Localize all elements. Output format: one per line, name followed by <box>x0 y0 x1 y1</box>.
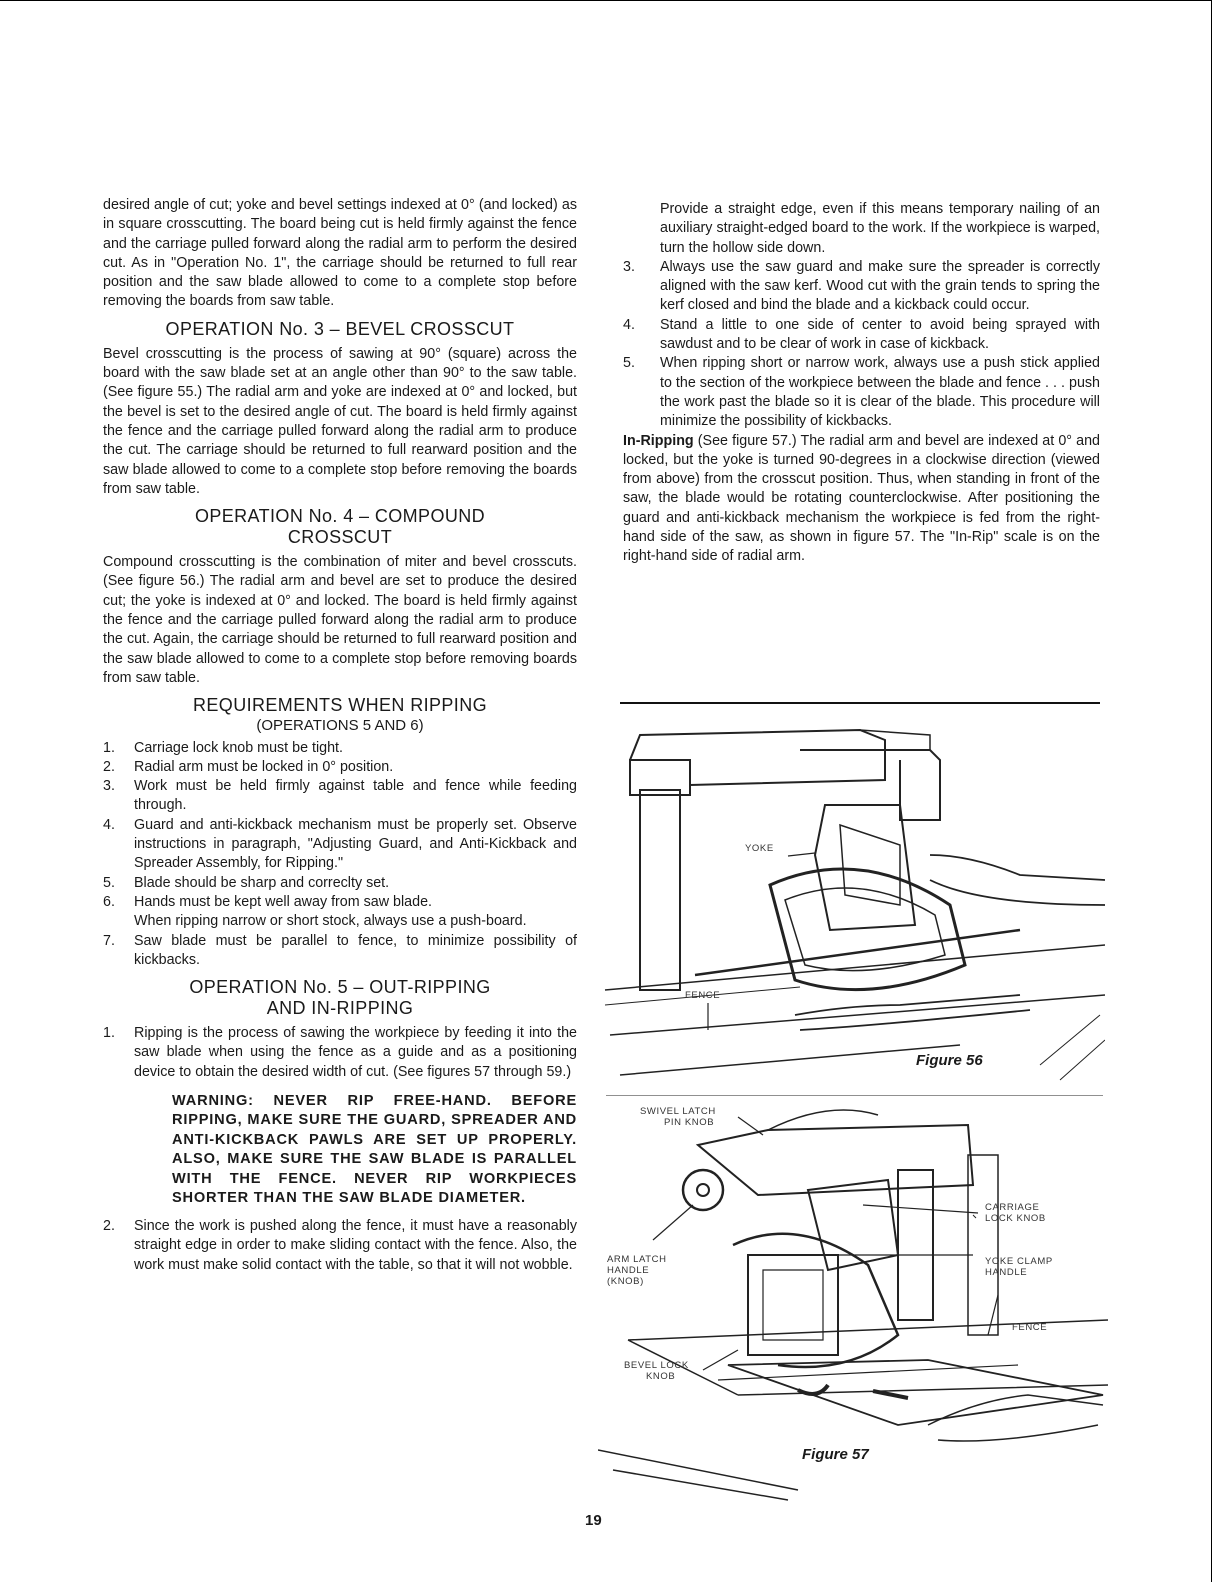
figure-57-label-yoke-clamp: YOKE CLAMP HANDLE <box>985 1256 1053 1278</box>
op5-heading: OPERATION No. 5 – OUT-RIPPING AND IN-RIPPING <box>189 977 491 1019</box>
figure-57-label-carriage-lock: CARRIAGE LOCK KNOB <box>985 1202 1046 1224</box>
op4-heading-line2: CROSSCUT <box>287 527 393 548</box>
figure-56-label-yoke: YOKE <box>745 843 774 854</box>
op5-list-continued <box>103 1217 577 1275</box>
list-item: 3. Work must be held firmly against table and fence while feeding through. <box>103 778 577 814</box>
right-column <box>623 200 1100 567</box>
op4-heading <box>103 506 577 548</box>
intro-paragraph: desired angle of cut; yoke and bevel settings indexed at 0° (and locked) as in square crosscutting. The board being cut is held firmly against the fence and the carriage pulled forward along the radial arm to perform the desired cut. As in "Operation No. 1", the carriage should be returned to full rear position and the saw blade allowed to come to a complete stop before removing the boards from saw table. <box>103 197 577 310</box>
list-item: 7. Saw blade must be parallel to fence, to minimize possibility of kickbacks. <box>103 932 577 968</box>
in-ripping-paragraph: In-Ripping (See figure 57.) The radial arm and bevel are indexed at 0° and locked, but the yoke is turned 90-degrees in a clockwise direction (viewed from above) from the crosscut position. Thus, when standing in front of the saw, the blade would be rotating counterclockwise. After positioning the guard and anti-kickback mechanism the workpiece is fed from the right-hand side of the saw, as shown in figure 57. The "In-Rip" scale is on the right-hand side of radial arm. <box>623 432 1100 565</box>
requirements-heading: REQUIREMENTS WHEN RIPPING <box>192 695 488 716</box>
figure-56-caption: Figure 56 <box>916 1052 983 1069</box>
op5-list <box>103 1024 577 1082</box>
op3-paragraph: Bevel crosscutting is the process of sawing at 90° (square) across the board with the saw blade set at an angle other than 90° to the saw table. (See figure 55.) The radial arm and yoke are indexed at 0° and locked, but the bevel is set to the desired angle of cut. The board is held firmly against the fence and the carriage pulled forward along the radial arm to produce the cut. The carriage should be returned to full rearward position and the saw blade allowed to come to a complete stop before removing the boards from saw table. <box>103 345 577 497</box>
figure-57-caption: Figure 57 <box>802 1446 869 1463</box>
list-item: 3. Always use the saw guard and make sure the spreader is correctly aligned with the saw kerf. Wood cut with the grain tends to spring the kerf closed and bind the blade and a kickback could occur. <box>623 258 1100 314</box>
op4-heading-line1: OPERATION No. 4 – COMPOUND <box>194 506 486 527</box>
list-item: 4. Guard and anti-kickback mechanism must be properly set. Observe instructions in paragraph, "Adjusting Guard, and Anti-Kickback and Spreader Assembly, for Ripping." <box>103 816 577 872</box>
ripping-list <box>623 258 1100 432</box>
figure-divider <box>620 702 1100 704</box>
figure-57-label-bevel-lock: BEVEL LOCK KNOB <box>624 1360 689 1382</box>
list-item: 1. Ripping is the process of sawing the workpiece by feeding it into the saw blade when using the fence as a guide and as a positioning device to obtain the desired width of cut. (See figures 57 through 59.) <box>103 1025 577 1080</box>
requirements-list <box>103 739 577 971</box>
page-top-border <box>0 0 1212 1</box>
list-item: 4. Stand a little to one side of center to avoid being sprayed with sawdust and to be clear of work in case of kickback. <box>623 316 1100 353</box>
op4-paragraph: Compound crosscutting is the combination of miter and bevel crosscuts. (See figure 56.) The radial arm and bevel are set to produce the desired cut; the yoke is indexed at 0° and locked. The board is held firmly against the fence and the carriage pulled forward along the radial arm to produce the cut. Again, the carriage should be returned to full rearward position and the saw blade allowed to come to a complete stop before removing boards from saw table. <box>103 554 577 686</box>
list-item: 1. Carriage lock knob must be tight. <box>103 739 343 756</box>
warning-block: WARNING: NEVER RIP FREE-HAND. BEFORE RIPPING, MAKE SURE THE GUARD, SPREADER AND ANTI-KICKBACK PAWLS ARE SET UP PROPERLY. ALSO, MAKE SURE THE SAW BLADE IS PARALLEL WITH THE FENCE. NEVER RIP WORKPIECES SHORTER THAN THE SAW BLADE DIAMETER. <box>172 1092 577 1207</box>
continued-paragraph: Provide a straight edge, even if this means temporary nailing of an auxiliary straight-edged board to the work. If the workpiece is warped, turn the hollow side down. <box>660 201 1100 256</box>
requirements-subheading: (OPERATIONS 5 AND 6) <box>256 717 424 735</box>
list-item: 5. When ripping short or narrow work, always use a push stick applied to the section of the workpiece between the blade and fence . . . push the work past the blade so it is clear of the blade. This procedure will minimize the possibility of kickbacks. <box>623 355 1100 430</box>
figure-57-label-arm-latch: ARM LATCH HANDLE (KNOB) <box>607 1254 667 1287</box>
op3-heading: OPERATION No. 3 – BEVEL CROSSCUT <box>165 318 515 339</box>
list-item: 2. Radial arm must be locked in 0° position. <box>103 758 394 775</box>
list-item: 6. Hands must be kept well away from saw blade. <box>103 893 432 910</box>
figure-56-illustration <box>600 705 1105 1090</box>
list-item: When ripping narrow or short stock, always use a push-board. <box>134 913 527 930</box>
list-item: 5. Blade should be sharp and correclty set. <box>103 874 390 891</box>
list-item: 2. Since the work is pushed along the fence, it must have a reasonably straight edge in order to make sliding contact with the fence. Also, the work must make solid contact with the table, so that it will not wobble. <box>103 1217 577 1273</box>
page-number: 19 <box>585 1512 602 1529</box>
figure-56-label-fence: FENCE <box>685 990 721 1001</box>
left-column <box>103 196 577 1275</box>
figure-57-label-swivel-latch: SWIVEL LATCH PIN KNOB <box>640 1106 716 1128</box>
figure-57-label-fence: FENCE <box>1012 1322 1048 1333</box>
page-right-border <box>1211 0 1212 1582</box>
